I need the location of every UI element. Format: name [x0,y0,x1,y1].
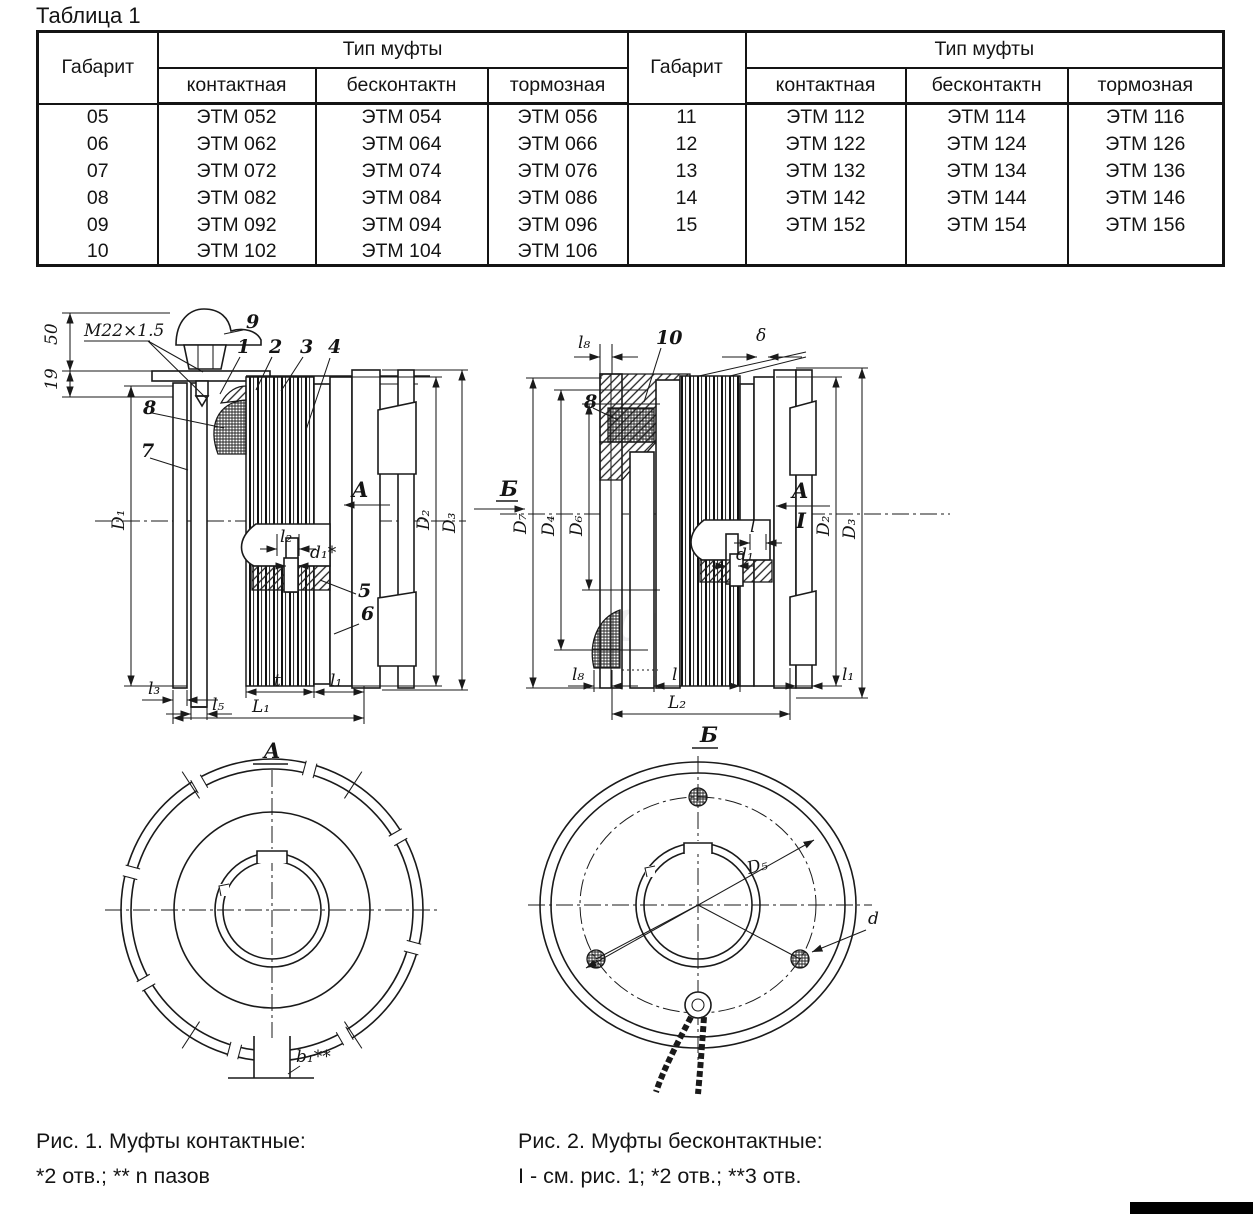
wire-lead [656,1017,691,1092]
view-b-dim-d: d [868,909,879,929]
fig1-dim-l1: l₁ [330,671,343,691]
table-row: 09 ЭТМ 092 ЭТМ 094 ЭТМ 096 15 ЭТМ 152 ЭТМ 154 ЭТМ 156 [38,212,1224,239]
table-row: 05 ЭТМ 052 ЭТМ 054 ЭТМ 056 11 ЭТМ 112 ЭТМ 114 ЭТМ 116 [38,104,1224,131]
header-kontaktnaya: контактная [746,68,906,104]
table-header-row [38,32,1224,68]
fig1-dim-l5: l₅ [212,695,225,715]
fig2-cross-section [474,326,950,748]
fig2-dim-D4: D₄ [539,515,559,536]
view-b-circle [528,756,879,1094]
fig2-dim-D6: D₆ [567,515,587,536]
fig1-part-6: 6 [361,603,375,625]
fig1-dim-d1: d₁* [310,543,337,563]
fig1-caption-line1: Рис. 1. Муфты контактные: [36,1129,306,1153]
table-row: 07 ЭТМ 072 ЭТМ 074 ЭТМ 076 13 ЭТМ 132 ЭТМ 134 ЭТМ 136 [38,158,1224,185]
fig1-part-3: 3 [300,336,314,358]
page-title: Таблица 1 [36,3,141,28]
header-beskontaktn: бесконтактн [316,68,488,104]
fig2-dim-D2: D₂ [814,515,834,536]
fig1-dim-50: 50 [42,323,62,345]
view-a-circle [105,759,440,1078]
fig2-dim-l8-top: l₈ [578,333,591,353]
fig1-dim-L1: L₁ [252,697,271,717]
header-gabarit: Габарит [38,32,158,104]
fig1-dim-D1: D₁ [109,509,129,530]
fig2-dim-l-bottom: l [672,665,678,685]
fig1-cross-section [42,309,468,764]
view-a-title: A [264,738,281,763]
fig1-part-4: 4 [328,336,342,358]
fig2-dim-D7: D₇ [511,513,531,534]
fig2-dim-d1: d₁ [736,545,754,565]
fig1-caption [36,1124,306,1194]
fig2-dim-L2: L₂ [668,693,687,713]
table-row: 08 ЭТМ 082 ЭТМ 084 ЭТМ 086 14 ЭТМ 142 ЭТМ 144 ЭТМ 146 [38,185,1224,212]
fig1-part-9: 9 [246,311,260,333]
fig2-dim-l8-bottom: l₈ [572,665,585,685]
fig2-detail-i: I [796,508,806,533]
header-tip-mufty: Тип муфты [158,32,628,68]
fig2-dim-delta: δ [756,326,767,346]
view-b-dim-D5: D₅ [744,854,770,879]
fig2-dim-D3: D₃ [840,518,860,539]
fig2-part-8: 8 [584,391,598,413]
fig2-section-arrow-b: Б [500,476,518,501]
fig1-dim-t: t [274,671,281,691]
fig1-dim-D2: D₂ [414,509,434,530]
scan-artifact-bar [1130,1202,1253,1214]
fig2-dim-l: l [750,517,756,537]
fig1-section-arrow-a: A [352,477,369,502]
technical-drawings [0,292,1253,1204]
fig1-dim-19: 19 [42,368,62,390]
fig2-dim-l1: l₁ [842,665,855,685]
fig1-part-7: 7 [141,440,155,462]
header-beskontaktn: бесконтактн [906,68,1068,104]
fig1-part-1: 1 [237,336,251,358]
wire-lead [698,1017,704,1094]
fig1-caption-line2: *2 отв.; ** n пазов [36,1164,210,1188]
fig1-dim-l3: l₃ [148,679,161,699]
header-kontaktnaya: контактная [158,68,316,104]
fig1-part-8: 8 [143,397,157,419]
fig1-dim-l2: l₂ [280,527,293,547]
table-row: 06 ЭТМ 062 ЭТМ 064 ЭТМ 066 12 ЭТМ 122 ЭТМ 124 ЭТМ 126 [38,131,1224,158]
header-tormoznaya: тормозная [1068,68,1224,104]
fig2-section-arrow-a: A [792,478,809,503]
view-a-dim-b1: b₁** [296,1047,331,1067]
fig2-part-10: 10 [656,327,683,349]
fig2-caption [518,1124,823,1194]
header-tormoznaya: тормозная [488,68,628,104]
fig1-part-2: 2 [269,336,283,358]
table-row: 10 ЭТМ 102 ЭТМ 104 ЭТМ 106 [38,239,1224,266]
header-gabarit: Габарит [628,32,746,104]
header-tip-mufty: Тип муфты [746,32,1224,68]
fig2-caption-line2: I - см. рис. 1; *2 отв.; **3 отв. [518,1164,802,1188]
clutch-type-table [36,30,1225,267]
fig1-thread-label: M22×1.5 [84,321,165,341]
fig1-part-5: 5 [358,580,372,602]
fig1-dim-D3: D₃ [440,512,460,533]
view-b-title: Б [700,722,718,747]
fig2-caption-line1: Рис. 2. Муфты бесконтактные: [518,1129,823,1153]
